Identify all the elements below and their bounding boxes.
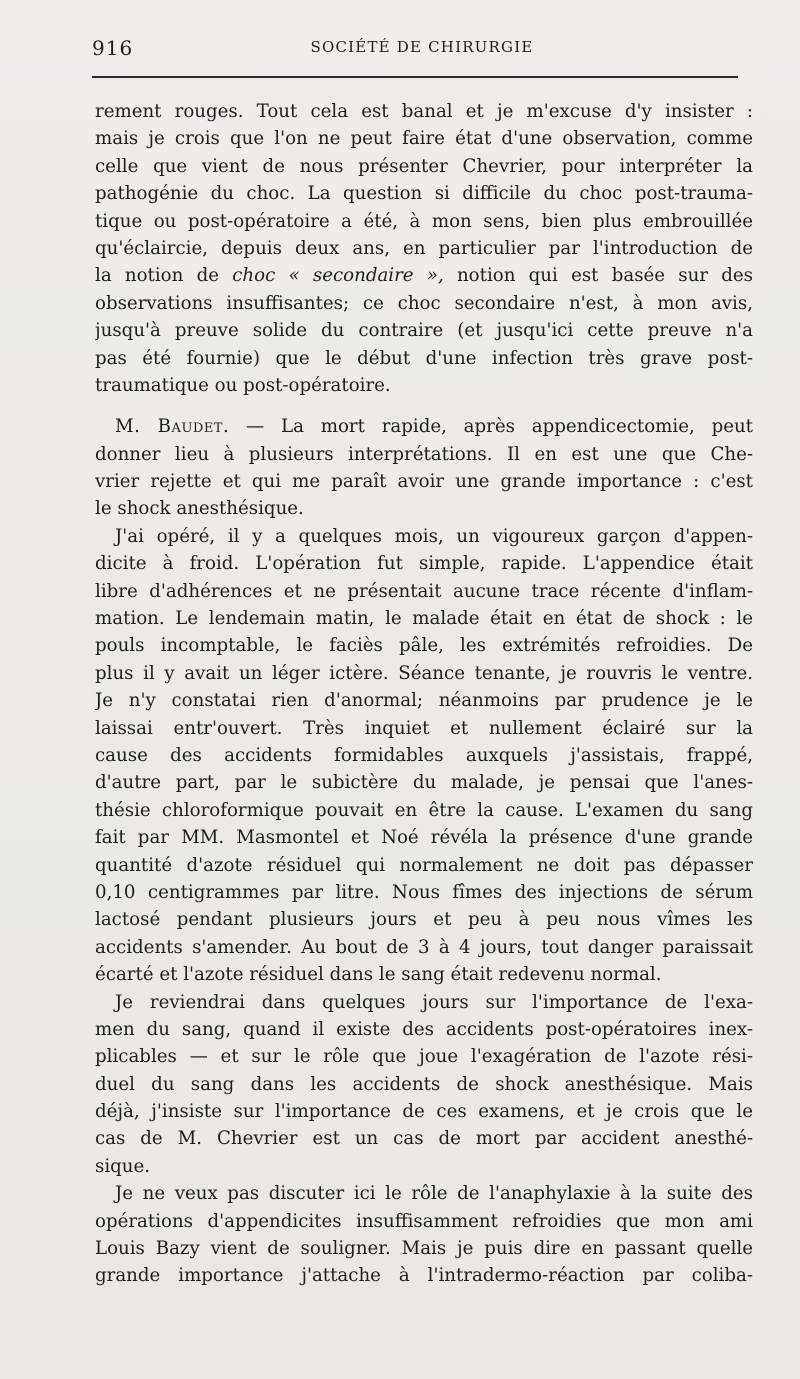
text-line: déjà, j'insiste sur l'importance de ces examens, et je crois que le (95, 1101, 753, 1123)
text-line: jusqu'à preuve solide du contraire (et jusqu'ici cette preuve n'a (95, 320, 753, 342)
text-fragment: notion qui est basée sur des (443, 265, 753, 287)
text-line: pouls incomptable, le faciès pâle, les extrémités refroidies. De (95, 635, 753, 657)
paragraph-3 (95, 523, 753, 989)
text-line: tique ou post-opératoire a été, à mon sens, bien plus embrouillée (95, 210, 753, 232)
text-line: men du sang, quand il existe des accidents post-opératoires inex- (95, 1018, 753, 1040)
text-line: plicables — et sur le rôle que joue l'exagération de l'azote rési- (95, 1046, 753, 1068)
text-line: cause des accidents formidables auxquels j'assistais, frappé, (95, 744, 753, 766)
paragraph-5 (95, 1180, 753, 1290)
text-line: d'autre part, par le subictère du malade, je pensai que l'anes- (95, 772, 753, 794)
text-line: sique. (95, 1155, 151, 1177)
text-line: J'ai opéré, il y a quelques mois, un vigoureux garçon d'appen- (115, 525, 753, 547)
text-line: accidents s'amender. Au bout de 3 à 4 jours, tout danger paraissait (95, 936, 753, 958)
text-line: 0,10 centigrammes par litre. Nous fîmes des injections de sérum (95, 881, 753, 903)
text-line: libre d'adhérences et ne présentait aucune trace récente d'inflam- (95, 580, 753, 602)
text-line: grande importance j'attache à l'intradermo-réaction par coliba- (95, 1265, 753, 1287)
text-line: fait par MM. Masmontel et Noé révéla la présence d'une grande (95, 827, 753, 849)
text-line: traumatique ou post-opératoire. (95, 374, 391, 396)
body-text (95, 98, 753, 1290)
text-line: lactosé pendant plusieurs jours et peu à peu nous vîmes les (95, 909, 753, 931)
text-line: celle que vient de nous présenter Chevrier, pour interpréter la (95, 155, 753, 177)
paragraph-4 (95, 989, 753, 1181)
text-line (95, 413, 753, 440)
text-line: Louis Bazy vient de souligner. Mais je puis dire en passant quelle (95, 1238, 753, 1260)
text-line: vrier rejette et qui me paraît avoir une grande importance : c'est (95, 471, 753, 493)
text-line: le shock anesthésique. (95, 498, 304, 520)
text-line: observations insuffisantes; ce choc secondaire n'est, à mon avis, (95, 292, 753, 314)
text-fragment: — La mort rapide, après appendicectomie, peut (229, 416, 753, 438)
italic-term: choc « secondaire », (232, 265, 444, 287)
text-line: thésie chloroformique pouvait en être la cause. L'examen du sang (95, 799, 753, 821)
text-line: Je n'y constatai rien d'anormal; néanmoins par prudence je le (95, 690, 753, 712)
text-line: laissai entr'ouvert. Très inquiet et nullement éclairé sur la (95, 717, 753, 739)
text-line: rement rouges. Tout cela est banal et je m'excuse d'y insister : (95, 101, 753, 122)
text-line: pathogénie du choc. La question si difficile du choc post-trauma- (95, 183, 753, 205)
text-line: mation. Le lendemain matin, le malade était en état de shock : le (95, 608, 753, 630)
header-rule (92, 76, 738, 78)
speaker-name: M. Baudet. (115, 416, 230, 438)
running-title: SOCIÉTÉ DE CHIRURGIE (310, 38, 534, 56)
text-line: quantité d'azote résiduel qui normalement ne doit pas dépasser (95, 854, 753, 876)
text-line: donner lieu à plusieurs interprétations. Il en est une que Che- (95, 443, 753, 465)
text-line: Je reviendrai dans quelques jours sur l'importance de l'exa- (115, 991, 753, 1013)
text-fragment: la notion de (95, 265, 233, 287)
text-line: dicite à froid. L'opération fut simple, rapide. L'appendice était (95, 553, 753, 575)
text-line: duel du sang dans les accidents de shock anesthésique. Mais (95, 1073, 753, 1095)
text-line: mais je crois que l'on ne peut faire état d'une observation, comme (95, 128, 753, 150)
text-line: opérations d'appendicites insuffisamment refroidies que mon ami (95, 1210, 753, 1232)
text-line: Je ne veux pas discuter ici le rôle de l'anaphylaxie à la suite des (115, 1183, 753, 1205)
text-line: pas été fournie) que le début d'une infection très grave post- (95, 347, 753, 369)
text-line: qu'éclaircie, depuis deux ans, en particulier par l'introduction de (95, 237, 753, 259)
page-number: 916 (92, 36, 134, 60)
paragraph-gap (95, 399, 753, 413)
page-header (92, 32, 752, 62)
paragraph-1 (95, 98, 753, 399)
text-line (95, 262, 753, 289)
text-line: cas de M. Chevrier est un cas de mort par accident anesthé- (95, 1128, 753, 1150)
text-line: écarté et l'azote résiduel dans le sang était redevenu normal. (95, 964, 662, 986)
text-line: plus il y avait un léger ictère. Séance tenante, je rouvris le ventre. (95, 662, 753, 684)
paragraph-2 (95, 413, 753, 523)
